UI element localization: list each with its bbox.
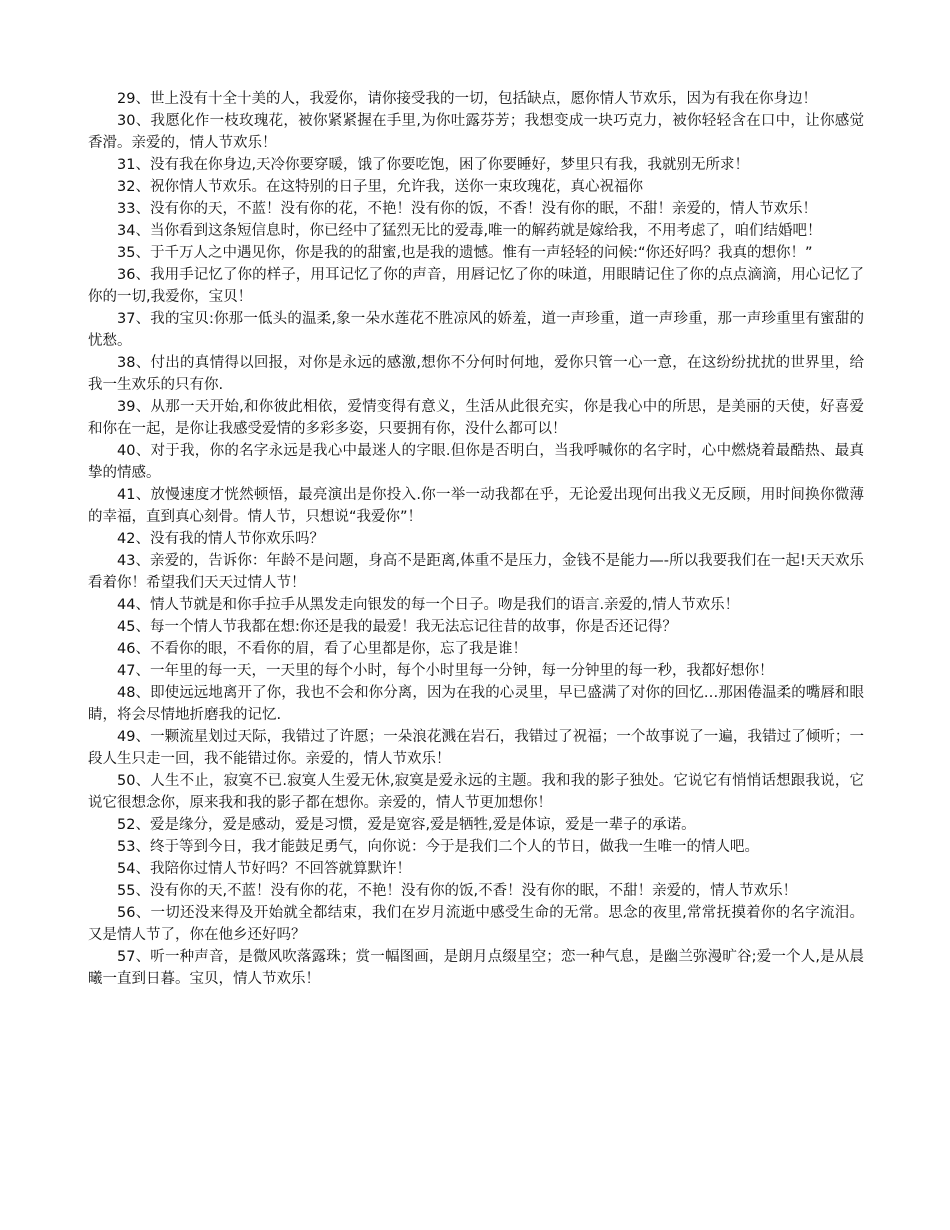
paragraph-48: 48、即使远远地离开了你，我也不会和你分离，因为在我的心灵里，早已盛满了对你的回忆…那困倦温柔的嘴唇和眼睛，将会尽情地折磨我的记忆. [88,685,864,723]
paragraph-49: 49、一颗流星划过天际，我错过了许愿；一朵浪花溅在岩石，我错过了祝福；一个故事说了一遍，我错过了倾听；一段人生只走一回，我不能错过你。亲爱的，情人节欢乐！ [88,729,864,767]
paragraph-36: 36、我用手记忆了你的样子，用耳记忆了你的声音，用唇记忆了你的味道，用眼睛记住了你的点点滴滴，用心记忆了你的一切,我爱你，宝贝！ [88,267,864,305]
paragraph-46: 46、不看你的眼，不看你的眉，看了心里都是你，忘了我是谁！ [117,641,527,657]
paragraph-53: 53、终于等到今日，我才能鼓足勇气，向你说：今于是我们二个人的节日，做我一生唯一的情人吧。 [117,839,759,855]
document-body [88,88,864,990]
paragraph-34: 34、当你看到这条短信息时，你已经中了猛烈无比的爱毒,唯一的解药就是嫁给我，不用考虑了，咱们结婚吧！ [117,223,822,239]
paragraph-39: 39、从那一天开始,和你彼此相依，爱情变得有意义，生活从此很充实，你是我心中的所思，是美丽的天使，好喜爱和你在一起，是你让我感受爱情的多彩多姿，只要拥有你，没什么都可以！ [88,399,864,437]
paragraph-31: 31、没有我在你身边,天冷你要穿暖，饿了你要吃饱，困了你要睡好，梦里只有我，我就别无所求！ [117,157,750,173]
paragraph-57: 57、听一种声音，是微风吹落露珠；赏一幅图画，是朗月点缀星空；恋一种气息，是幽兰弥漫旷谷;爱一个人,是从晨曦一直到日暮。宝贝，情人节欢乐！ [88,949,864,987]
paragraph-50: 50、人生不止，寂寞不已.寂寞人生爱无休,寂寞是爱永远的主题。我和我的影子独处。它说它有悄悄话想跟我说，它说它很想念你，原来我和我的影子都在想你。亲爱的，情人节更加想你！ [88,773,864,811]
paragraph-33: 33、没有你的天，不蓝！没有你的花，不艳！没有你的饭，不香！没有你的眠，不甜！亲爱的，情人节欢乐！ [117,201,817,217]
paragraph-45: 45、每一个情人节我都在想:你还是我的最爱！我无法忘记往昔的故事，你是否还记得？ [117,619,677,635]
paragraph-30: 30、我愿化作一枝玫瑰花，被你紧紧握在手里,为你吐露芬芳；我想变成一块巧克力，被你轻轻含在口中，让你感觉香滑。亲爱的，情人节欢乐！ [88,113,864,151]
paragraph-35: 35、于千万人之中遇见你，你是我的的甜蜜,也是我的遗憾。惟有一声轻轻的问候:“你还好吗？我真的想你！” [117,245,813,261]
paragraph-38: 38、付出的真情得以回报，对你是永远的感激,想你不分何时何地，爱你只管一心一意，在这纷纷扰扰的世界里，给我一生欢乐的只有你. [88,355,864,393]
paragraph-44: 44、情人节就是和你手拉手从黑发走向银发的每一个日子。吻是我们的语言.亲爱的,情人节欢乐！ [117,597,740,613]
paragraph-29: 29、世上没有十全十美的人，我爱你，请你接受我的一切，包括缺点，愿你情人节欢乐，因为有我在你身边！ [117,91,817,107]
paragraph-47: 47、一年里的每一天，一天里的每个小时，每个小时里每一分钟，每一分钟里的每一秒，我都好想你！ [117,663,774,679]
paragraph-40: 40、对于我，你的名字永远是我心中最迷人的字眼.但你是否明白，当我呼喊你的名字时，心中燃烧着最酷热、最真挚的情感。 [88,443,864,481]
paragraph-55: 55、没有你的天,不蓝！没有你的花，不艳！没有你的饭,不香！没有你的眠，不甜！亲爱的，情人节欢乐！ [117,883,798,899]
paragraph-37: 37、我的宝贝:你那一低头的温柔,象一朵水莲花不胜凉风的娇羞，道一声珍重，道一声珍重，那一声珍重里有蜜甜的忧愁。 [88,311,864,349]
paragraph-41: 41、放慢速度才恍然顿悟，最亮演出是你投入.你一举一动我都在乎，无论爱出现何出我义无反顾，用时间换你微薄的幸福，直到真心刻骨。情人节，只想说“我爱你”！ [88,487,864,525]
paragraph-32: 32、祝你情人节欢乐。在这特别的日子里，允许我，送你一束玫瑰花，真心祝福你 [117,179,643,195]
paragraph-52: 52、爱是缘分，爱是感动，爱是习惯，爱是宽容,爱是牺牲,爱是体谅，爱是一辈子的承诺。 [117,817,696,833]
paragraph-56: 56、一切还没来得及开始就全都结束，我们在岁月流逝中感受生命的无常。思念的夜里,常常抚摸着你的名字流泪。又是情人节了，你在他乡还好吗？ [88,905,864,943]
paragraph-42: 42、没有我的情人节你欢乐吗？ [117,531,324,547]
paragraph-43: 43、亲爱的，告诉你：年龄不是问题，身高不是距离,体重不是压力，金钱不是能力—-所以我要我们在一起!天天欢乐看着你！希望我们天天过情人节！ [88,553,864,591]
paragraph-54: 54、我陪你过情人节好吗？不回答就算默许！ [117,861,411,877]
